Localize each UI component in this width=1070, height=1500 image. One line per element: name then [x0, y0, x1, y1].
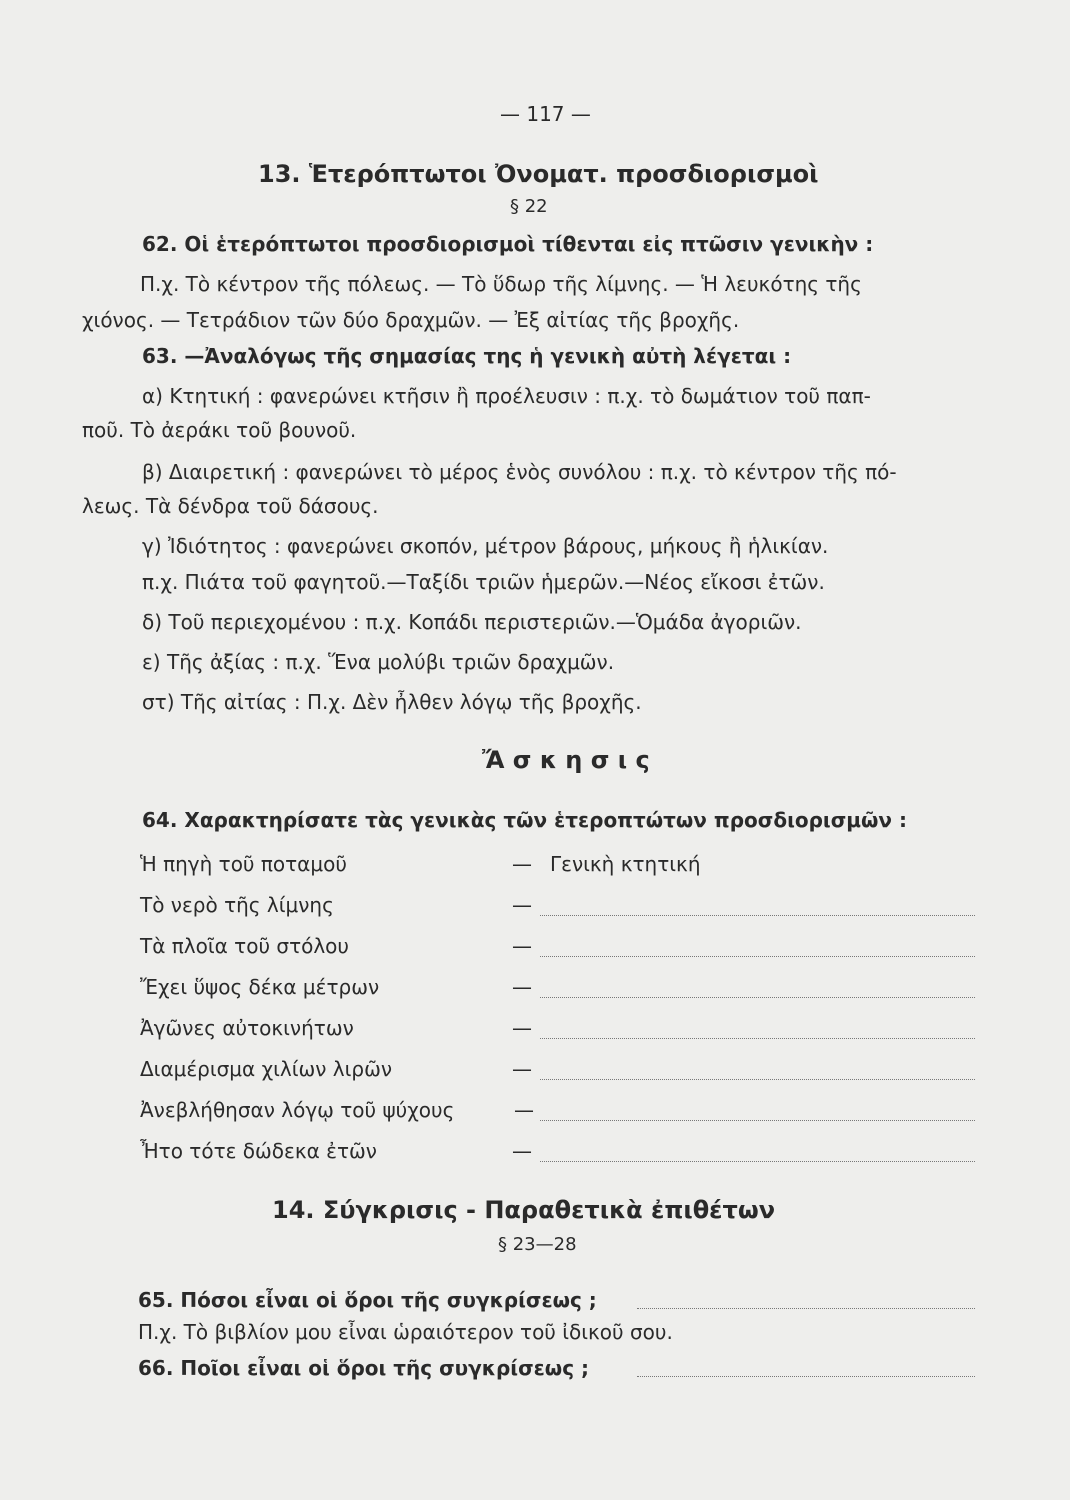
paragraph-63-stigma: στ) Τῆς αἰτίας : Π.χ. Δὲν ἦλθεν λόγῳ τῆς βροχῆς.	[142, 690, 642, 714]
chapter-14-title: 14. Σύγκρισις - Παραθετικὰ ἐπιθέτων	[272, 1196, 776, 1224]
exercise-phrase: Διαμέρισμα χιλίων λιρῶν	[140, 1057, 392, 1081]
exercise-phrase: Ἔχει ὕψος δέκα μέτρων	[140, 975, 380, 999]
exercise-dash: —	[512, 975, 532, 999]
chapter-13-title: 13. Ἑτερόπτωτοι Ὀνοματ. προσδιορισμοὶ	[258, 160, 819, 188]
paragraph-63-gamma-line-2: π.χ. Πιάτα τοῦ φαγητοῦ.—Ταξίδι τριῶν ἡμερῶν.—Νέος εἴκοσι ἐτῶν.	[142, 570, 825, 594]
chapter-13-section: § 22	[510, 196, 548, 217]
exercise-answer-blank[interactable]	[540, 997, 975, 998]
exercise-phrase: Τὰ πλοῖα τοῦ στόλου	[140, 934, 349, 958]
exercise-answer-blank[interactable]	[540, 1079, 975, 1080]
paragraph-66-answer-blank[interactable]	[637, 1376, 975, 1377]
chapter-14-section: § 23—28	[498, 1234, 577, 1255]
paragraph-63-epsilon: ε) Τῆς ἀξίας : π.χ. Ἕνα μολύβι τριῶν δραχμῶν.	[142, 650, 615, 674]
paragraph-63-beta-line-2: λεως. Τὰ δένδρα τοῦ δάσους.	[82, 494, 379, 518]
paragraph-63-delta: δ) Τοῦ περιεχομένου : π.χ. Κοπάδι περιστεριῶν.—Ὁμάδα ἀγοριῶν.	[142, 610, 802, 634]
paragraph-63-alpha-line-2: ποῦ. Τὸ ἀεράκι τοῦ βουνοῦ.	[82, 418, 357, 442]
exercise-dash: —	[514, 1098, 534, 1122]
paragraph-63-gamma-line-1: γ) Ἰδιότητος : φανερώνει σκοπόν, μέτρον βάρους, μήκους ἢ ἡλικίαν.	[142, 534, 829, 558]
paragraph-63-beta-line-1: β) Διαιρετική : φανερώνει τὸ μέρος ἑνὸς συνόλου : π.χ. τὸ κέντρον τῆς πό-	[142, 460, 897, 484]
exercise-phrase: Ἦτο τότε δώδεκα ἐτῶν	[140, 1139, 377, 1163]
paragraph-65-question: 65. Πόσοι εἶναι οἱ ὅροι τῆς συγκρίσεως ;	[138, 1288, 597, 1312]
exercise-answer-blank[interactable]	[540, 915, 975, 916]
paragraph-66-question: 66. Ποῖοι εἶναι οἱ ὅροι τῆς συγκρίσεως ;	[138, 1356, 590, 1380]
exercise-dash: —	[512, 893, 532, 917]
exercise-dash: —	[512, 1057, 532, 1081]
exercise-dash: —	[512, 934, 532, 958]
exercise-dash: —	[512, 1016, 532, 1040]
exercise-title: Ἄ σ κ η σ ι ς	[482, 746, 650, 774]
exercise-dash: —	[512, 1139, 532, 1163]
exercise-answer-blank[interactable]	[540, 956, 975, 957]
paragraph-63-alpha-line-1: α) Κτητική : φανερώνει κτῆσιν ἢ προέλευσιν : π.χ. τὸ δωμάτιον τοῦ παπ-	[142, 384, 871, 408]
paragraph-64-heading: 64. Χαρακτηρίσατε τὰς γενικὰς τῶν ἑτεροπτώτων προσδιορισμῶν :	[142, 808, 907, 832]
paragraph-62-heading: 62. Οἱ ἑτερόπτωτοι προσδιορισμοὶ τίθενται εἰς πτῶσιν γενικὴν :	[142, 232, 874, 256]
exercise-answer: Γενικὴ κτητική	[550, 852, 701, 876]
exercise-answer-blank[interactable]	[540, 1161, 975, 1162]
exercise-phrase: Τὸ νερὸ τῆς λίμνης	[140, 893, 334, 917]
page-number: — 117 —	[500, 102, 591, 126]
paragraph-63-heading: 63. —Ἀναλόγως τῆς σημασίας της ἡ γενικὴ αὐτὴ λέγεται :	[142, 344, 792, 368]
paragraph-62-line-2: χιόνος. — Τετράδιον τῶν δύο δραχμῶν. — Ἐξ αἰτίας τῆς βροχῆς.	[82, 308, 740, 332]
paragraph-65-example: Π.χ. Τὸ βιβλίον μου εἶναι ὡραιότερον τοῦ ἰδικοῦ σου.	[138, 1320, 673, 1344]
paragraph-62-line-1: Π.χ. Τὸ κέντρον τῆς πόλεως. — Τὸ ὕδωρ τῆς λίμνης. — Ἡ λευκότης τῆς	[140, 272, 862, 296]
exercise-phrase: Ἀνεβλήθησαν λόγῳ τοῦ ψύχους	[140, 1098, 455, 1122]
exercise-dash: —	[512, 852, 532, 876]
exercise-answer-blank[interactable]	[540, 1038, 975, 1039]
exercise-phrase: Ἀγῶνες αὐτοκινήτων	[140, 1016, 354, 1040]
exercise-phrase: Ἡ πηγὴ τοῦ ποταμοῦ	[140, 852, 347, 876]
paragraph-65-answer-blank[interactable]	[637, 1308, 975, 1309]
exercise-answer-blank[interactable]	[540, 1120, 975, 1121]
